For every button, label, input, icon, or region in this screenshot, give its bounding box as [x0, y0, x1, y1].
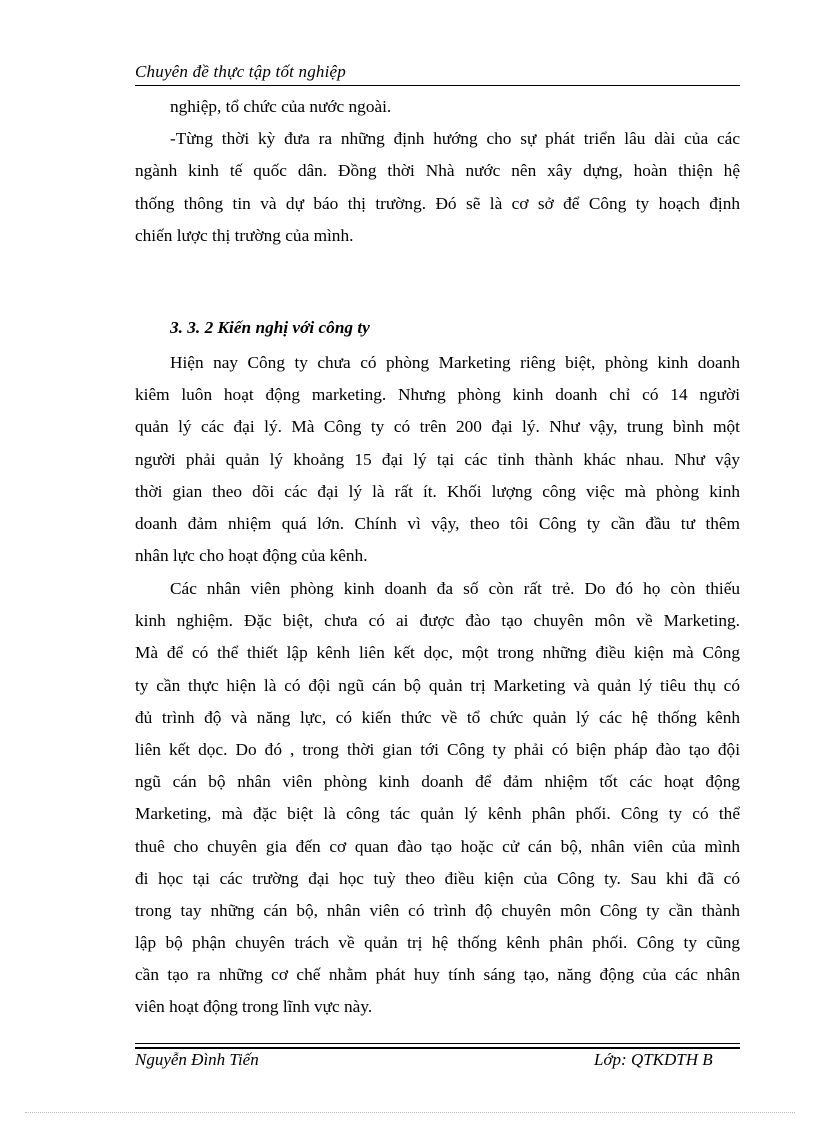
text-line: cần tạo ra những cơ chế nhằm phát huy tính sáng tạo, năng động của các nhân: [135, 965, 740, 985]
text-line: ty cần thực hiện là có đội ngũ cán bộ quản trị Marketing và quản lý tiêu thụ có: [135, 675, 740, 695]
text-line: ngành kinh tế quốc dân. Đồng thời Nhà nước nên xây dựng, hoàn thiện hệ: [135, 161, 740, 181]
text-line: Hiện nay Công ty chưa có phòng Marketing riêng biệt, phòng kinh doanh: [170, 353, 740, 372]
text-line: quản lý các đại lý. Mà Công ty có trên 200 đại lý. Như vậy, trung bình một: [135, 417, 740, 437]
footer-class-label: Lớp: QTKDTH B: [594, 1050, 713, 1069]
text-line: Các nhân viên phòng kinh doanh đa số còn rất trẻ. Do đó họ còn thiếu: [170, 579, 740, 598]
text-line: doanh đảm nhiệm quá lớn. Chính vì vậy, theo tôi Công ty cần đầu tư thêm: [135, 513, 740, 533]
text-line: kiêm luôn hoạt động marketing. Nhưng phòng kinh doanh chỉ có 14 người: [135, 385, 740, 405]
text-line: đủ trình độ và năng lực, có kiến thức về tổ chức quản lý các hệ thống kênh: [135, 707, 740, 727]
text-line: thuê cho chuyên gia đến cơ quan đào tạo hoặc cử cán bộ, nhân viên của mình: [135, 836, 740, 856]
text-line: người phải quản lý khoảng 15 đại lý tại các tỉnh thành khác nhau. Như vậy: [135, 449, 740, 469]
header-rule: [135, 85, 740, 86]
footer-rule-thick: [135, 1047, 740, 1049]
text-line: viên hoạt động trong lĩnh vực này.: [135, 997, 373, 1017]
text-line: Marketing, mà đặc biệt là công tác quản lý kênh phân phối. Công ty có thể: [135, 804, 740, 824]
intro-block: [135, 91, 740, 252]
header-title: Chuyên đề thực tập tốt nghiệp: [135, 62, 347, 81]
page-header: [135, 60, 740, 86]
text-line: Mà để có thể thiết lập kênh liên kết dọc, một trong những điều kiện mà Công: [135, 643, 740, 663]
section-heading: 3. 3. 2 Kiến nghị với công ty: [170, 318, 370, 337]
text-line: trong tay những cán bộ, nhân viên có trình độ chuyên môn Công ty cần thành: [135, 900, 740, 920]
text-line: ngũ cán bộ nhân viên phòng kinh doanh để đảm nhiệm tốt các hoạt động: [135, 772, 740, 792]
text-line: thống thông tin và dự báo thị trường. Đó sẽ là cơ sở để Công ty hoạch định: [135, 193, 740, 213]
text-line: đi học tại các trường đại học tuỳ theo điều kiện của Công ty. Sau khi đã có: [135, 868, 740, 888]
text-line: liên kết dọc. Do đó , trong thời gian tới Công ty phải có biện pháp đào tạo đội: [135, 739, 740, 759]
text-line: lập bộ phận chuyên trách về quản trị hệ thống kênh phân phối. Công ty cũng: [135, 933, 740, 953]
text-line: kinh nghiệm. Đặc biệt, chưa có ai được đào tạo chuyên môn về Marketing.: [135, 611, 740, 631]
footer-author: Nguyễn Đình Tiến: [135, 1050, 259, 1069]
page-bottom-border: [25, 1112, 795, 1113]
footer-rule: [135, 1043, 740, 1044]
text-line: nhân lực cho hoạt động của kênh.: [135, 546, 368, 566]
paragraph-training: [135, 573, 740, 1024]
paragraph-staffing: [135, 347, 740, 572]
text-line: nghiệp, tổ chức của nước ngoài.: [170, 97, 392, 116]
text-line: thời gian theo dõi các đại lý là rất ít. Khối lượng công việc mà phòng kinh: [135, 481, 740, 501]
text-line: -Từng thời kỳ đưa ra những định hướng cho sự phát triển lâu dài của các: [170, 129, 740, 149]
text-line: chiến lược thị trường của mình.: [135, 225, 354, 245]
